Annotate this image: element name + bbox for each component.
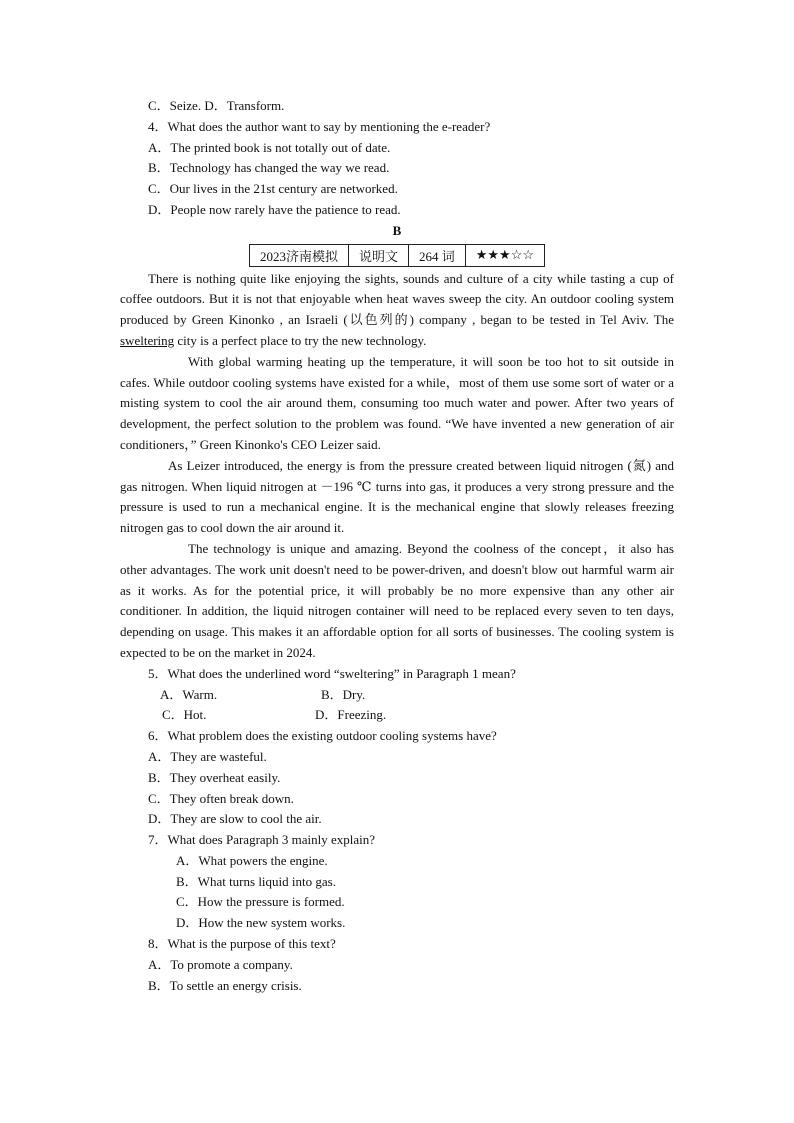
q5-options-row-1: [120, 685, 674, 706]
question-7: 7．What does Paragraph 3 mainly explain?: [148, 832, 376, 848]
worksheet-page: [120, 96, 674, 996]
q4-option-a: A．The printed book is not totally out of date.: [148, 139, 391, 155]
question-8: 8．What is the purpose of this text?: [148, 936, 336, 952]
q5-options-row-2: [120, 705, 674, 726]
question-6: 6．What problem does the existing outdoor cooling systems have?: [148, 728, 497, 744]
passage-info-table: [249, 244, 545, 267]
q6-option-b: B．They overheat easily.: [148, 769, 281, 785]
passage-paragraph-1: [120, 269, 674, 352]
info-difficulty-stars: ★★★☆☆: [465, 244, 544, 266]
q7-option-a: A．What powers the engine.: [176, 852, 328, 868]
q7-option-d: D．How the new system works.: [176, 915, 346, 931]
q8-option-b: B．To settle an energy crisis.: [148, 977, 302, 993]
q6-option-d: D．They are slow to cool the air.: [148, 811, 322, 827]
q5-option-c: C．Hot.: [162, 707, 207, 723]
passage-paragraph-2: With global warming heating up the temperature, it will soon be too hot to sit outside in cafes. While outdoor cooling systems have existed for a while，most of them use some sort of water or a misting system to cool the air around them, consuming too much water and power. After two years of development, the perfect solution to the problem was found. “We have invented a new generation of air conditioners，” Green Kinonko's CEO Leizer said.: [120, 353, 674, 452]
q5-option-d: D．Freezing.: [315, 707, 387, 723]
q4-option-b: B．Technology has changed the way we read.: [148, 160, 390, 176]
q8-option-a: A．To promote a company.: [148, 956, 293, 972]
q6-option-c: C．They often break down.: [148, 790, 294, 806]
section-letter: B: [392, 222, 402, 238]
info-genre: 说明文: [348, 244, 408, 266]
p1-text-before: There is nothing quite like enjoying the sights, sounds and culture of a city while tasting a cup of coffee outdoors. But it is not that enjoyable when heat waves sweep the city. An outdoor cooling system produced by Green Kinonko , an Israeli (以色列的) company , began to be tested in Tel Aviv. The: [120, 270, 674, 328]
previous-question-options-c-d: C．Seize. D．Transform.: [148, 98, 285, 113]
p1-text-after: city is a perfect place to try the new technology.: [174, 332, 427, 348]
info-source: 2023济南模拟: [249, 244, 348, 266]
q7-option-c: C．How the pressure is formed.: [176, 894, 345, 910]
q4-option-c: C．Our lives in the 21st century are networked.: [148, 181, 398, 197]
question-4: 4．What does the author want to say by mentioning the e-reader?: [148, 118, 491, 134]
q4-option-d: D．People now rarely have the patience to read.: [148, 201, 401, 217]
question-5: 5．What does the underlined word “sweltering” in Paragraph 1 mean?: [148, 665, 516, 681]
info-word-count: 264 词: [408, 244, 465, 266]
q7-option-b: B．What turns liquid into gas.: [176, 873, 336, 889]
underlined-word: sweltering: [120, 332, 175, 348]
q6-option-a: A．They are wasteful.: [148, 748, 267, 764]
q5-option-a: A．Warm.: [160, 686, 218, 702]
q5-option-b: B．Dry.: [321, 686, 366, 702]
passage-paragraph-3: As Leizer introduced, the energy is from the pressure created between liquid nitrogen (氮) and gas nitrogen. When liquid nitrogen at －196 ℃ turns into gas, it produces a very strong pressure and the pressure is used to run a mechanical engine. It is the mechanical engine that slowly releases freezing nitrogen gas to cool down the air around it.: [120, 457, 674, 536]
passage-paragraph-4: The technology is unique and amazing. Beyond the coolness of the concept，it also has other advantages. The work unit doesn't need to be power-driven, and doesn't blow out harmful warm air as it works. As for the potential price, it will probably be no more expensive than any other air conditioner. In addition, the liquid nitrogen container will need to be replaced every seven to ten days, depending on usage. This makes it an affordable option for all sorts of businesses. The cooling system is expected to be on the market in 2024.: [120, 540, 674, 660]
